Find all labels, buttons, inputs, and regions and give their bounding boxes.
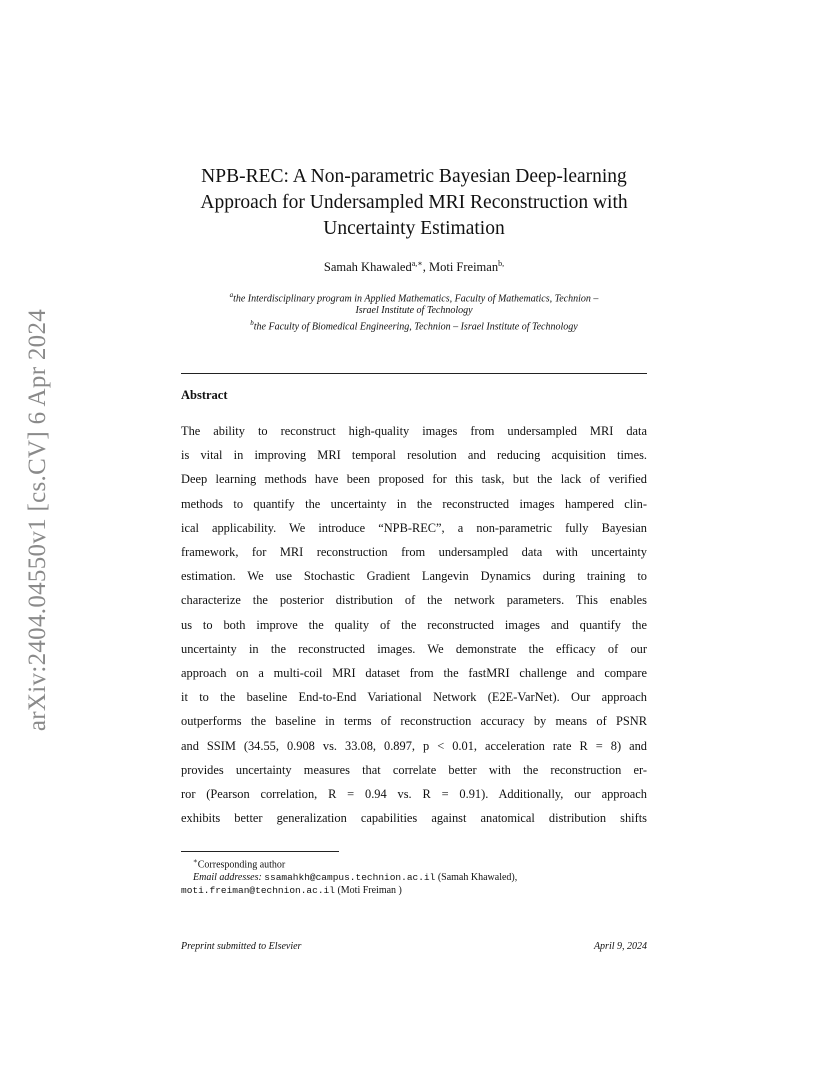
email-label: Email addresses: <box>193 872 262 884</box>
email-link[interactable]: ssamahkh@campus.technion.ac.il <box>264 872 436 884</box>
footnote-mark: ∗ <box>193 857 198 865</box>
paper-title <box>160 164 668 242</box>
affiliation-a <box>160 289 668 305</box>
abstract-line: exhibits better generalization capabilities against anatomical distribution shifts <box>181 811 647 826</box>
title-line-3: Uncertainty Estimation <box>323 218 505 239</box>
affiliation-b <box>160 317 668 333</box>
abstract-text <box>181 419 647 830</box>
title-line-2: Approach for Undersampled MRI Reconstruction with <box>200 192 628 213</box>
email-line <box>181 884 651 897</box>
footnote-divider <box>181 851 339 852</box>
author-separator: , <box>422 260 429 275</box>
affiliation-text: the Interdisciplinary program in Applied Mathematics, Faculty of Mathematics, Technion – <box>233 293 599 305</box>
abstract-line: and SSIM (34.55, 0.908 vs. 33.08, 0.897, p < 0.01, acceleration rate R = 8) and <box>181 738 647 753</box>
affiliation-text: the Faculty of Biomedical Engineering, Technion – Israel Institute of Technology <box>253 321 578 333</box>
title-line-1: NPB-REC: A Non-parametric Bayesian Deep-learning <box>201 166 627 187</box>
abstract-line: methods to quantify the uncertainty in the reconstructed images hampered clin- <box>181 496 647 511</box>
author-name: Moti Freiman <box>428 260 499 275</box>
abstract-line: characterize the posterior distribution of the network parameters. This enables <box>181 593 647 608</box>
email-owner: (Samah Khawaled), <box>435 872 518 884</box>
affiliation-a-continued: Israel Institute of Technology <box>355 305 473 317</box>
author-affiliation-mark: b, <box>498 259 505 268</box>
abstract-line: it to the baseline End-to-End Variational Network (E2E-VarNet). Our approach <box>181 690 647 705</box>
preprint-note: Preprint submitted to Elsevier <box>181 941 302 952</box>
abstract-line: ror (Pearson correlation, R = 0.94 vs. R = 0.91). Additionally, our approach <box>181 787 647 802</box>
arxiv-sidebar-stamp <box>18 290 58 750</box>
affiliation-mark: a <box>229 291 234 299</box>
abstract-line: uncertainty in the reconstructed images. We demonstrate the efficacy of our <box>181 641 647 656</box>
footnote <box>181 855 651 897</box>
abstract-heading: Abstract <box>181 388 228 402</box>
author-list <box>160 259 668 275</box>
abstract-line: Deep learning methods have been proposed for this task, but the lack of verified <box>181 472 647 487</box>
corresponding-author-note <box>181 855 651 871</box>
abstract-line: estimation. We use Stochastic Gradient Langevin Dynamics during training to <box>181 569 647 584</box>
abstract-line: is vital in improving MRI temporal resolution and reducing acquisition times. <box>181 448 647 463</box>
author-affiliation-mark: a,∗ <box>411 259 423 268</box>
email-link[interactable]: moti.freiman@technion.ac.il <box>181 885 335 897</box>
affiliations <box>160 289 668 334</box>
header-divider <box>181 373 647 374</box>
corresponding-author-label: Corresponding author <box>197 859 286 871</box>
email-owner: (Moti Freiman ) <box>334 885 402 897</box>
email-line <box>181 871 651 884</box>
abstract-line: us to both improve the quality of the reconstructed images and quantify the <box>181 617 647 632</box>
preprint-date: April 9, 2024 <box>593 941 647 952</box>
author-name: Samah Khawaled <box>323 260 412 275</box>
abstract-line: provides uncertainty measures that correlate better with the reconstruction er- <box>181 762 647 777</box>
abstract-line: The ability to reconstruct high-quality images from undersampled MRI data <box>181 424 647 438</box>
abstract-line: ical applicability. We introduce “NPB-REC”, a non-parametric fully Bayesian <box>181 520 647 535</box>
affiliation-mark: b <box>250 319 254 328</box>
abstract-line: outperforms the baseline in terms of reconstruction accuracy by means of PSNR <box>181 714 647 729</box>
abstract-line: framework, for MRI reconstruction from undersampled data with uncertainty <box>181 545 647 560</box>
page-footer <box>181 941 647 952</box>
arxiv-identifier: arXiv:2404.04550v1 [cs.CV] 6 Apr 2024 <box>24 308 51 732</box>
abstract-line: approach on a multi-coil MRI dataset from the fastMRI challenge and compare <box>181 666 647 681</box>
